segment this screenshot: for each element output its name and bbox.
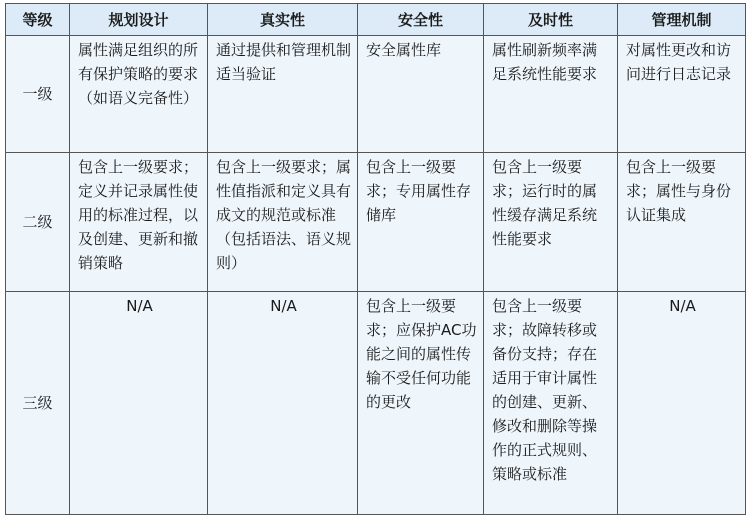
attribute-level-table: [5, 3, 746, 515]
authenticity-cell: 包含上一级要求；属性值指派和定义具有成文的规范或标准（包括语法、语义规则）: [208, 153, 358, 292]
header-timeliness: 及时性: [484, 4, 618, 36]
header-level: 等级: [6, 4, 70, 36]
authenticity-cell: 通过提供和管理机制适当验证: [208, 36, 358, 153]
level-cell: 二级: [6, 153, 70, 292]
planning-cell: N/A: [70, 292, 208, 515]
planning-cell: 属性满足组织的所有保护策略的要求（如语义完备性）: [70, 36, 208, 153]
header-security: 安全性: [358, 4, 484, 36]
level-cell: 一级: [6, 36, 70, 153]
header-planning: 规划设计: [70, 4, 208, 36]
timeliness-cell: 属性刷新频率满足系统性能要求: [484, 36, 618, 153]
security-cell: 包含上一级要求；专用属性存储库: [358, 153, 484, 292]
authenticity-cell: N/A: [208, 292, 358, 515]
timeliness-cell: 包含上一级要求；故障转移或备份支持；存在适用于审计属性的创建、更新、修改和删除等操作的正式规则、策略或标准: [484, 292, 618, 515]
planning-cell: 包含上一级要求；定义并记录属性使用的标准过程，以及创建、更新和撤销策略: [70, 153, 208, 292]
header-authenticity: 真实性: [208, 4, 358, 36]
timeliness-cell: 包含上一级要求；运行时的属性缓存满足系统性能要求: [484, 153, 618, 292]
level-cell: 三级: [6, 292, 70, 515]
security-cell: 包含上一级要求；应保护AC功能之间的属性传输不受任何功能的更改: [358, 292, 484, 515]
table-header: [6, 4, 746, 36]
security-cell: 安全属性库: [358, 36, 484, 153]
table-row: [6, 36, 746, 153]
header-row: [6, 4, 746, 36]
management-cell: 包含上一级要求；属性与身份认证集成: [618, 153, 746, 292]
management-cell: N/A: [618, 292, 746, 515]
table-row: [6, 153, 746, 292]
header-management: 管理机制: [618, 4, 746, 36]
management-cell: 对属性更改和访问进行日志记录: [618, 36, 746, 153]
table-row: [6, 292, 746, 515]
table-body: [6, 36, 746, 515]
